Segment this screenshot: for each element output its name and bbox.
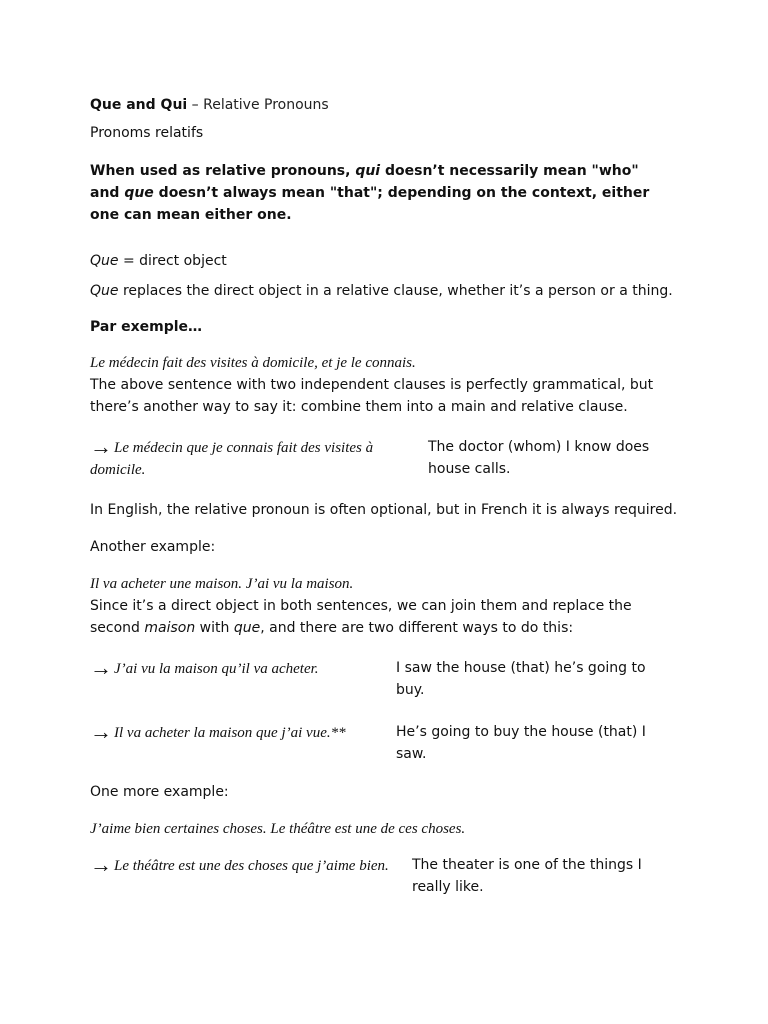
example-row-3 <box>90 721 680 765</box>
example-row-1-english: The doctor (whom) I know does house calls. <box>428 439 650 477</box>
title-dash: – <box>187 97 204 113</box>
example2-text: , and there are two different ways to do this: <box>260 620 574 636</box>
example-row-1-french <box>90 436 428 481</box>
que-word: Que <box>90 253 119 269</box>
page-title <box>90 94 680 116</box>
intro-text: doesn’t always mean "that"; depending on the context, either one can mean either one. <box>90 185 650 223</box>
example1-french: Le médecin fait des visites à domicile, et je le connais. <box>90 355 416 371</box>
que-description-text: replaces the direct object in a relative clause, whether it’s a person or a thing. <box>118 283 673 299</box>
example-row-2 <box>90 657 680 701</box>
intro-text: When used as relative pronouns, <box>90 163 356 179</box>
que-heading <box>90 250 680 272</box>
document-page <box>90 94 680 898</box>
title-rest: Relative Pronouns <box>203 97 329 113</box>
example-row-1-french-text: Le médecin que je connais fait des visites à domicile. <box>90 440 374 478</box>
intro-text: and <box>90 185 125 201</box>
que-heading-text: = direct object <box>118 253 227 269</box>
right-arrow-icon: → <box>90 719 112 744</box>
intro-que: que <box>124 185 154 201</box>
example2-text: with <box>195 620 234 636</box>
example2-french: Il va acheter une maison. J’ai vu la maison. <box>90 576 354 592</box>
right-arrow-icon: → <box>90 852 112 877</box>
example2-explanation <box>90 595 680 639</box>
example2-que: que <box>233 620 261 636</box>
intro-paragraph <box>90 160 680 226</box>
title-bold: Que and Qui <box>90 97 188 113</box>
intro-qui: qui <box>355 163 381 179</box>
example-row-4 <box>90 854 680 898</box>
example-row-3-english: He’s going to buy the house (that) I saw. <box>396 724 646 762</box>
another-example: Another example: <box>90 539 216 555</box>
que-word: Que <box>90 283 119 299</box>
note-paragraph: In English, the relative pronoun is often optional, but in French it is always required. <box>90 502 678 518</box>
example-row-2-french-text: J’ai vu la maison qu’il va acheter. <box>114 661 319 677</box>
example-row-2-french <box>90 657 396 680</box>
example2-text: Since it’s a direct object in both sentences, we can join them and replace the second <box>90 598 632 636</box>
example3-french: J’aime bien certaines choses. Le théâtre est une de ces choses. <box>90 821 466 837</box>
example-row-2-english: I saw the house (that) he’s going to buy. <box>396 660 646 698</box>
right-arrow-icon: → <box>90 434 112 459</box>
right-arrow-icon: → <box>90 655 112 680</box>
intro-text: doesn’t necessarily mean "who" <box>380 163 639 179</box>
que-description <box>90 280 680 302</box>
example-row-3-french <box>90 721 396 744</box>
par-exemple: Par exemple… <box>90 319 203 335</box>
example-row-4-english: The theater is one of the things I really like. <box>412 857 642 895</box>
example-row-4-french-text: Le théâtre est une des choses que j’aime bien. <box>114 858 389 874</box>
example-row-4-french <box>90 854 412 877</box>
one-more-example: One more example: <box>90 784 229 800</box>
page-subtitle: Pronoms relatifs <box>90 125 204 141</box>
example-row-1 <box>90 436 680 481</box>
example2-maison: maison <box>144 620 196 636</box>
example-row-3-french-text: Il va acheter la maison que j’ai vue.** <box>114 725 346 741</box>
example1-explanation: The above sentence with two independent clauses is perfectly grammatical, but there’s another way to say it: combine them into a main and relative clause. <box>90 377 654 415</box>
